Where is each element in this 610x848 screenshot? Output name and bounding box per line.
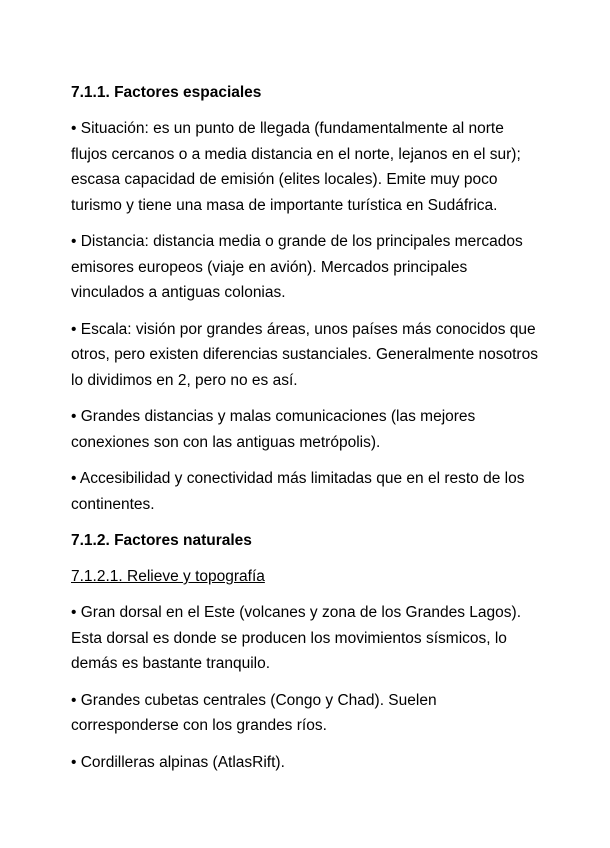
paragraph-cordilleras: • Cordilleras alpinas (AtlasRift). xyxy=(71,753,285,771)
paragraph-accesibilidad: • Accesibilidad y conectividad más limitadas que en el resto de los continentes. xyxy=(71,470,525,513)
section-heading-factores-naturales: 7.1.2. Factores naturales xyxy=(71,532,252,549)
document-page xyxy=(71,80,541,786)
paragraph-grandes-distancias: • Grandes distancias y malas comunicaciones (las mejores conexiones son con las antiguas metrópolis). xyxy=(71,408,476,451)
paragraph-gran-dorsal: • Gran dorsal en el Este (volcanes y zona de los Grandes Lagos). Esta dorsal es donde se producen los movimientos sísmicos, lo demás es bastante tranquilo. xyxy=(71,604,521,672)
paragraph-cubetas: • Grandes cubetas centrales (Congo y Chad). Suelen corresponderse con los grandes ríos. xyxy=(71,691,437,734)
section-heading-factores-espaciales: 7.1.1. Factores espaciales xyxy=(71,84,262,101)
paragraph-distancia: • Distancia: distancia media o grande de los principales mercados emisores europeos (viaje en avión). Mercados principales vinculados a antiguas colonias. xyxy=(71,233,523,301)
paragraph-situacion: • Situación: es un punto de llegada (fundamentalmente al norte flujos cercanos o a media distancia en el norte, lejanos en el sur); escasa capacidad de emisión (elites locales). Emite muy poco turismo y tiene una masa de importante turística en Sudáfrica. xyxy=(71,120,521,214)
paragraph-escala: • Escala: visión por grandes áreas, unos países más conocidos que otros, pero existen diferencias sustanciales. Generalmente nosotros lo dividimos en 2, pero no es así. xyxy=(71,320,538,389)
subsection-heading-relieve: 7.1.2.1. Relieve y topografía xyxy=(71,568,265,585)
